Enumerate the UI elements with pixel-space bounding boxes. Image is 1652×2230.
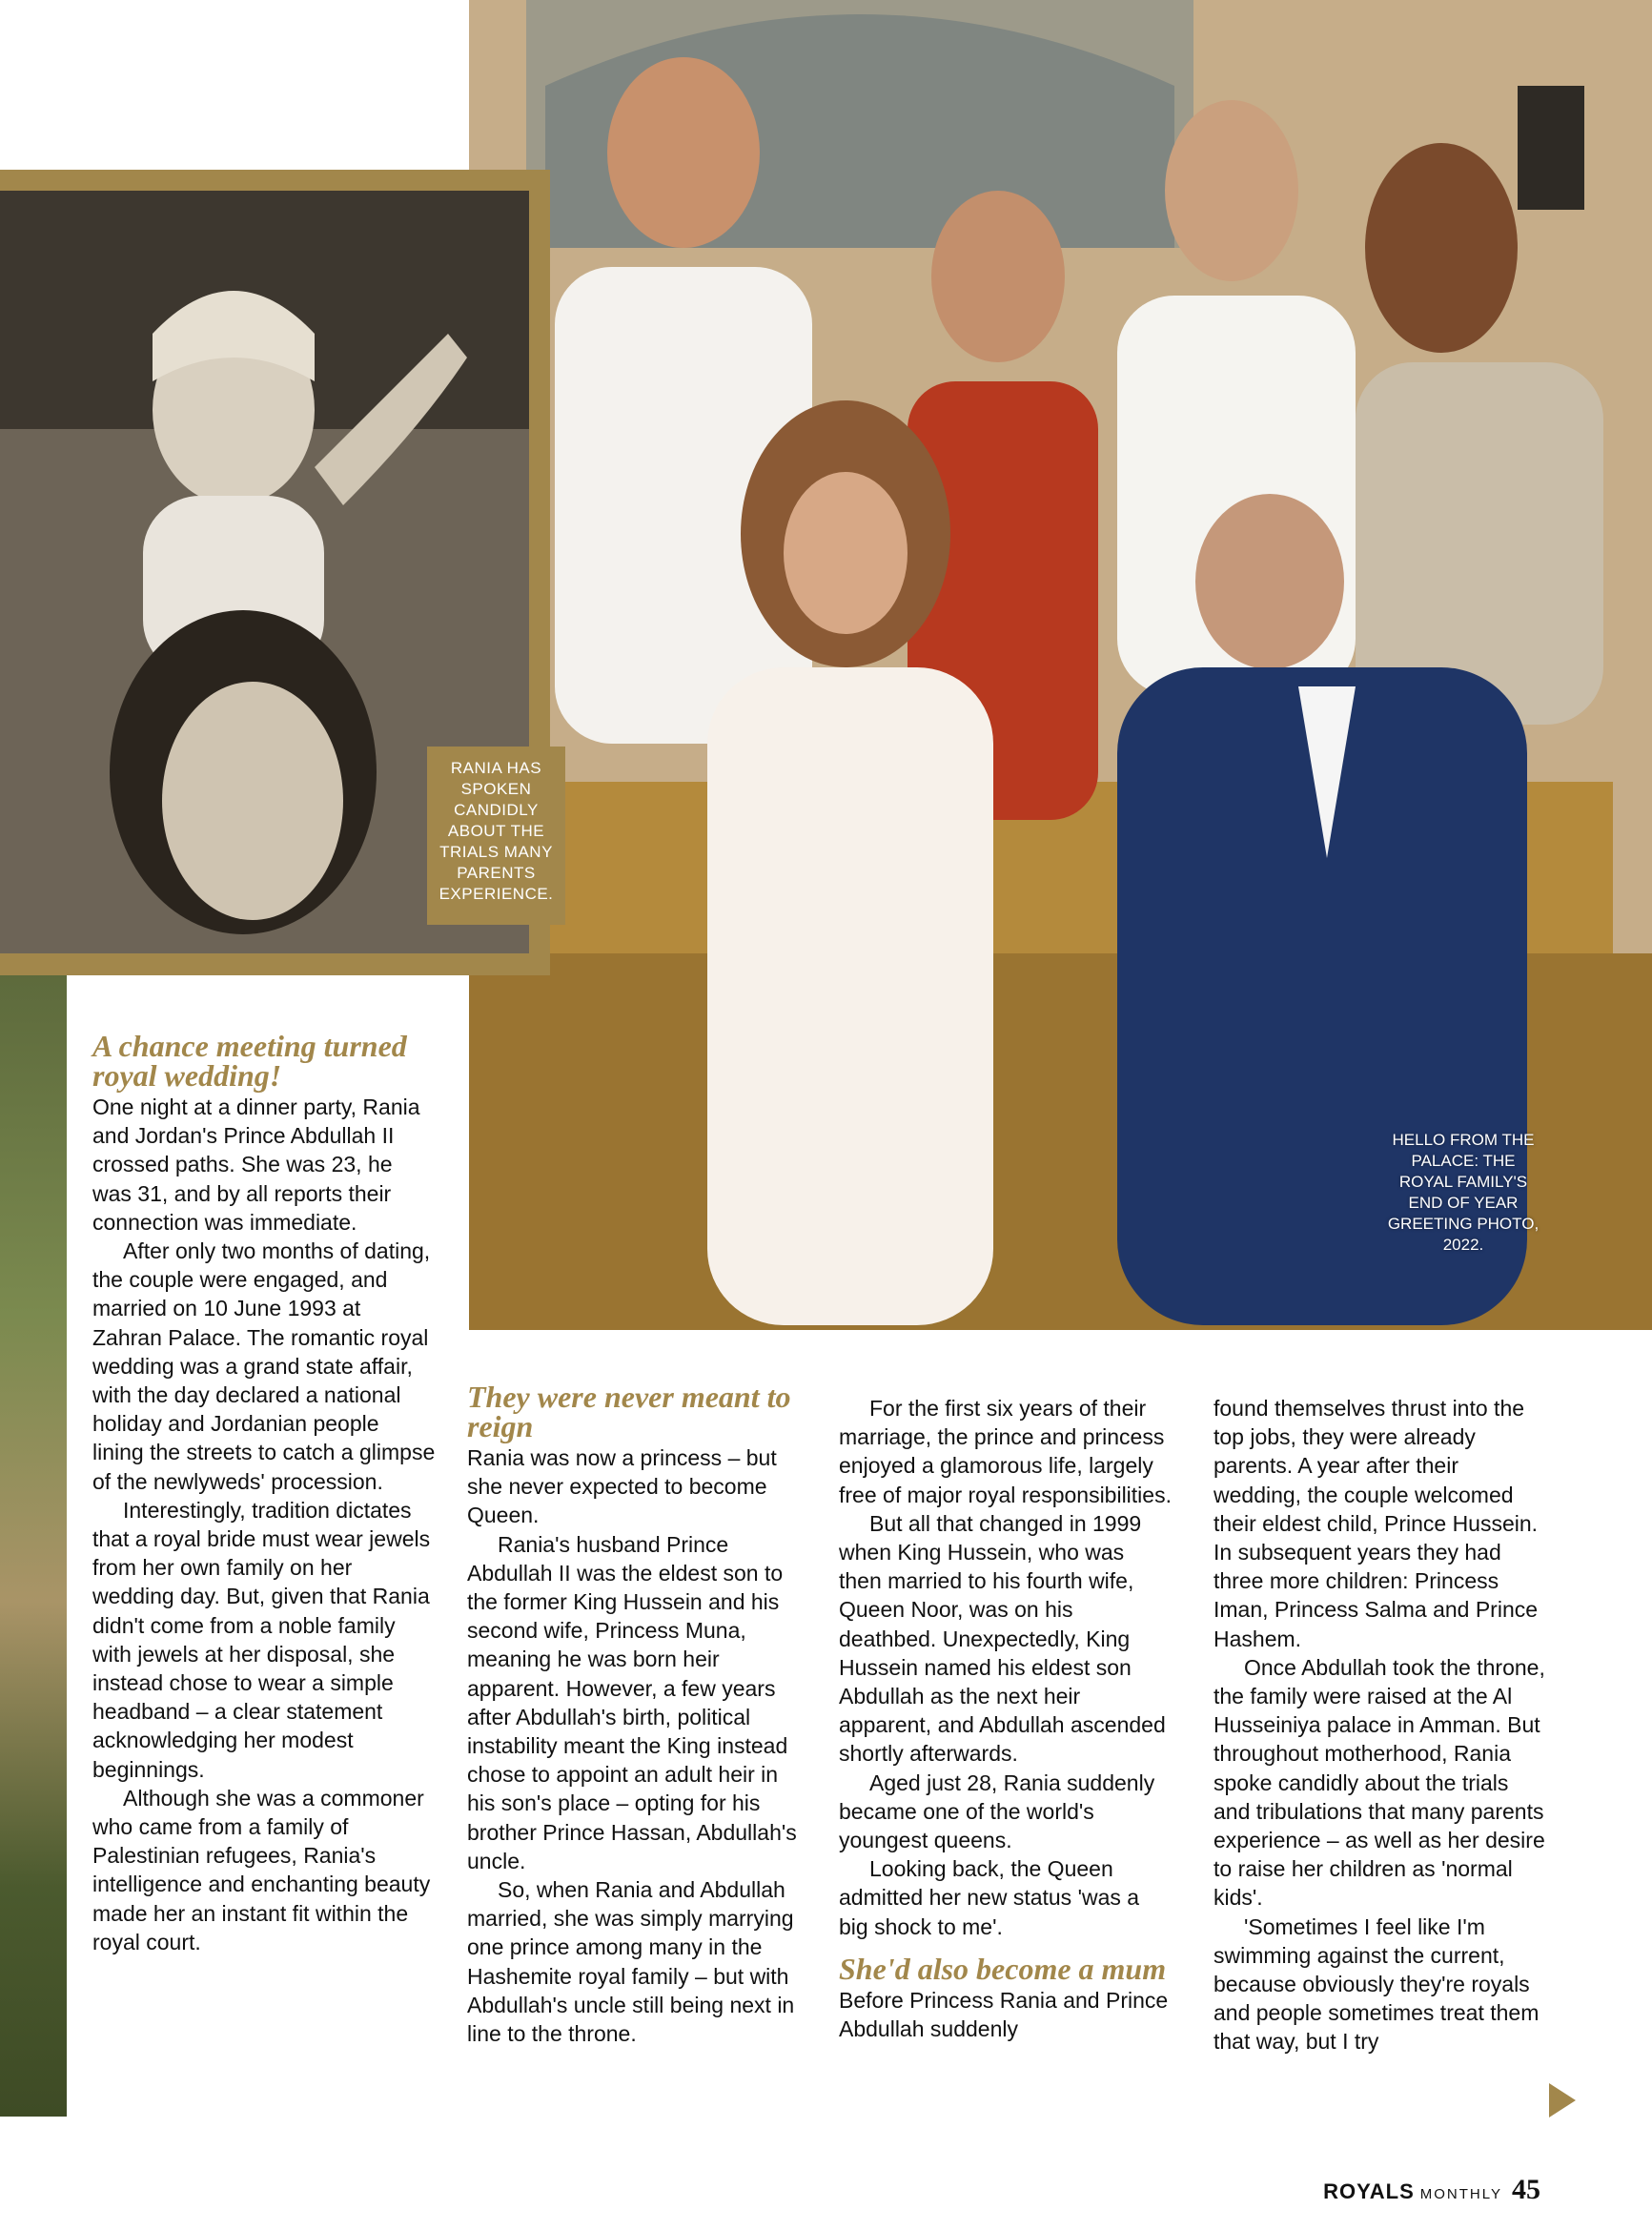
article-column-1 bbox=[92, 1029, 436, 1956]
paragraph: But all that changed in 1999 when King Hussein, who was then married to his fourth wife, Queen Noor, was on his deathbed. Unexpectedly, King Hussein named his eldest son Abdullah as the next heir apparent, and Abdullah ascended shortly afterwards. bbox=[839, 1510, 1166, 1767]
article-column-3 bbox=[839, 1394, 1173, 2043]
paragraph: So, when Rania and Abdullah married, she was simply marrying one prince among many in the Hashemite royal family – but with Abdullah's uncle still being next in line to the throne. bbox=[467, 1877, 795, 2047]
garden-photo-strip bbox=[0, 972, 67, 2117]
family-caption-text: HELLO FROM THE PALACE: THE ROYAL FAMILY'S END OF YEAR GREETING PHOTO, 2022. bbox=[1387, 1131, 1540, 1254]
family-photo-caption bbox=[1382, 1130, 1544, 1256]
paragraph: Before Princess Rania and Prince Abdullah suddenly bbox=[839, 1987, 1169, 2042]
paragraph: For the first six years of their marriage, the prince and princess enjoyed a glamorous life, largely free of major royal responsibilities. bbox=[839, 1396, 1172, 1507]
section-heading-never-meant-to-reign: They were never meant to reign bbox=[467, 1380, 791, 1443]
page-footer bbox=[1323, 2174, 1540, 2206]
paragraph: 'Sometimes I feel like I'm swimming against the current, because obviously they're royals and people sometimes treat them that way, but I try bbox=[1214, 1913, 1540, 2055]
paragraph: Interestingly, tradition dictates that a royal bride must wear jewels from her own family on her wedding day. But, given that Rania didn't come from a noble family with jewels at her disposal, she instead chose to wear a simple headband – a clear statement acknowledging her modest beginnings. bbox=[92, 1497, 431, 1782]
paragraph: One night at a dinner party, Rania and Jordan's Prince Abdullah II crossed paths. She was 23, he was 31, and by all reports their connection was immediate. bbox=[92, 1095, 420, 1235]
inset-photo-caption bbox=[427, 747, 565, 925]
magazine-subtitle: MONTHLY bbox=[1419, 2186, 1502, 2202]
page-number: 45 bbox=[1512, 2174, 1540, 2205]
continue-arrow-icon bbox=[1549, 2083, 1576, 2117]
paragraph: Rania's husband Prince Abdullah II was the eldest son to the former King Hussein and his second wife, Princess Muna, meaning he was born heir apparent. However, a few years after Abdullah's birth, political instability meant the King instead chose to appoint an adult heir in his son's place – opting for his brother Prince Hassan, Abdullah's uncle. bbox=[467, 1531, 797, 1873]
paragraph: Although she was a commoner who came from a family of Palestinian refugees, Rania's intelligence and enchanting beauty made her an instant fit within the royal court. bbox=[92, 1785, 431, 1954]
section-heading-become-a-mum: She'd also become a mum bbox=[839, 1951, 1167, 1986]
article-column-4 bbox=[1214, 1394, 1547, 2056]
article-column-2 bbox=[467, 1382, 801, 2048]
paragraph: Once Abdullah took the throne, the family were raised at the Al Husseiniya palace in Amman. But throughout motherhood, Rania spoke candidly about the trials and tribulations that many parents experience – as well as her desire to raise her children as 'normal kids'. bbox=[1214, 1654, 1545, 1911]
section-heading-chance-meeting: A chance meeting turned royal wedding! bbox=[92, 1029, 407, 1093]
paragraph: found themselves thrust into the top jobs, they were already parents. A year after their wedding, the couple welcomed their eldest child, Prince Hussein. In subsequent years they had three more children: Princess Iman, Princess Salma and Prince Hashem. bbox=[1214, 1396, 1539, 1651]
inset-caption-text: RANIA HAS SPOKEN CANDIDLY ABOUT THE TRIALS MANY PARENTS EXPERIENCE. bbox=[438, 759, 554, 903]
magazine-name: ROYALS bbox=[1323, 2179, 1415, 2203]
paragraph: Looking back, the Queen admitted her new status 'was a big shock to me'. bbox=[839, 1856, 1140, 1939]
paragraph: Rania was now a princess – but she never expected to become Queen. bbox=[467, 1445, 777, 1528]
paragraph: Aged just 28, Rania suddenly became one of the world's youngest queens. bbox=[839, 1770, 1155, 1853]
paragraph: After only two months of dating, the couple were engaged, and married on 10 June 1993 at Zahran Palace. The romantic royal wedding was a grand state affair, with the day declared a national holiday and Jordanian people lining the streets to catch a glimpse of the newlyweds' procession. bbox=[92, 1238, 436, 1494]
